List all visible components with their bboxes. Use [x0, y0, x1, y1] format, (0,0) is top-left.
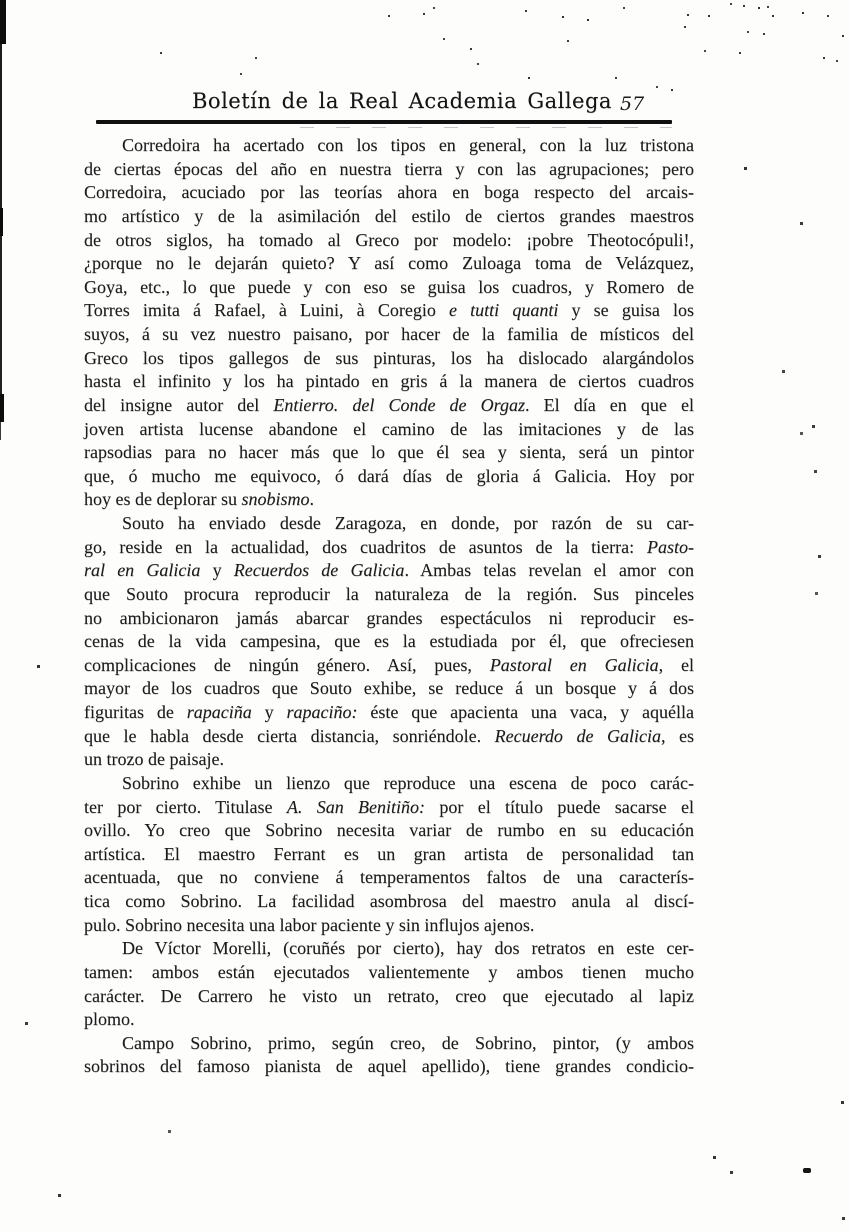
- paragraph: [84, 1032, 694, 1079]
- text-segment: hasta el infinito y los ha pintado en gris á la manera de ciertos cuadros: [84, 371, 694, 392]
- text-segment: Torres imita á Rafael, à Luini, à Coregio: [84, 300, 449, 321]
- text-segment: Corredoira ha acertado con los tipos en general, con la luz tristona: [122, 135, 694, 155]
- text-line: [84, 914, 694, 938]
- text-segment: mayor de los cuadros que Souto exhibe, se reduce á un bosque y á dos: [84, 678, 694, 699]
- text-segment: y se guisa los: [558, 300, 695, 321]
- text-line: [84, 347, 694, 371]
- text-segment: acentuada, que no conviene á temperamentos faltos de una caracterís-: [84, 867, 694, 888]
- italic-text: Pastoral en Galicia: [489, 654, 659, 675]
- text-segment: carácter. De Carrero he visto un retrato, creo que ejecutado al lapiz: [84, 985, 694, 1006]
- text-line: [84, 229, 694, 253]
- text-segment: sobrinos del famoso pianista de aquel apellido), tiene grandes condicio-: [84, 1056, 694, 1077]
- text-segment: pulo. Sobrino necesita una labor paciente y sin influjos ajenos.: [84, 914, 535, 935]
- paragraph: [84, 512, 694, 772]
- text-segment: por el título puede sacarse el: [425, 796, 695, 817]
- text-segment: de ciertas épocas del año en nuestra tierra y con las agrupaciones; pero: [84, 158, 694, 179]
- text-line: [84, 559, 694, 583]
- text-line: [84, 843, 694, 867]
- header-rule-ghost: [300, 127, 672, 128]
- text-line: [84, 701, 694, 725]
- text-line: [84, 488, 694, 512]
- text-line: [84, 418, 694, 442]
- italic-text: Recuerdo de Galicia: [494, 725, 661, 746]
- text-segment: Souto ha enviado desde Zaragoza, en donde, por razón de su car-: [122, 513, 694, 533]
- ink-blot: [803, 1168, 811, 1173]
- text-line: [84, 134, 694, 158]
- text-line: [84, 1032, 694, 1056]
- text-segment: ovillo. Yo creo que Sobrino necesita variar de rumbo en su educación: [84, 820, 694, 841]
- paragraph: [84, 772, 694, 937]
- text-line: [84, 1008, 694, 1032]
- text-segment: un trozo de paisaje.: [84, 749, 224, 770]
- text-line: [84, 583, 694, 607]
- text-segment: que le habla desde cierta distancia, sonriéndole.: [84, 725, 495, 746]
- italic-text: rapaciño:: [286, 702, 358, 722]
- text-line: [84, 866, 694, 890]
- scan-edge-artifact: [0, 394, 4, 422]
- text-line: [84, 677, 694, 701]
- text-segment: .: [309, 489, 314, 510]
- text-segment: artística. El maestro Ferrant es un gran artista de personalidad tan: [84, 843, 694, 864]
- text-line: [84, 748, 694, 772]
- text-segment: y: [251, 702, 287, 722]
- scan-edge-artifact: [0, 236, 2, 394]
- text-segment: figuritas de: [84, 702, 187, 722]
- text-segment: complicaciones de ningún género. Así, pues,: [84, 654, 490, 675]
- scan-edge-artifact: [0, 0, 6, 44]
- text-line: [84, 630, 694, 654]
- italic-text: ral en Galicia: [84, 560, 201, 581]
- text-line: [84, 890, 694, 914]
- italic-text: rapaciña: [186, 702, 252, 722]
- text-segment: del insigne autor del: [84, 394, 274, 415]
- text-segment: éste que apacienta una vaca, y aquélla: [357, 702, 694, 722]
- text-line: [84, 252, 694, 276]
- text-block: [84, 134, 694, 1079]
- text-segment: y: [200, 560, 234, 581]
- scan-noise-specks: [0, 0, 3, 3]
- text-line: [84, 819, 694, 843]
- text-line: [84, 158, 694, 182]
- text-segment: de otros siglos, ha tomado al Greco por modelo: ¡pobre Theotocópuli!,: [84, 229, 694, 250]
- scan-edge-artifact: [0, 208, 3, 236]
- text-segment: Sobrino exhibe un lienzo que reproduce una escena de poco carác-: [122, 772, 694, 793]
- text-line: [84, 1055, 694, 1079]
- scan-edge-artifact: [0, 44, 2, 210]
- text-line: [84, 323, 694, 347]
- text-segment: joven artista lucense abandone el camino de las imitaciones y de las: [84, 418, 694, 439]
- text-line: [84, 985, 694, 1009]
- text-line: [84, 536, 694, 560]
- text-segment: Goya, etc., lo que puede y con eso se guisa los cuadros, y Romero de: [84, 276, 694, 297]
- italic-text: Entierro. del Conde de Orgaz: [273, 394, 525, 415]
- text-line: [84, 465, 694, 489]
- journal-title: Boletín de la Real Academia Gallega: [192, 89, 612, 113]
- text-segment: ter por cierto. Titulase: [84, 796, 287, 817]
- italic-text: snobismo: [241, 489, 310, 510]
- text-line: [84, 441, 694, 465]
- text-segment: mo artístico y de la asimilación del estilo de ciertos grandes maestros: [84, 205, 694, 226]
- text-segment: hoy es de deplorar su: [84, 489, 242, 510]
- text-segment: cenas de la vida campesina, que es la estudiada por él, que ofreciesen: [84, 631, 694, 652]
- text-line: [84, 796, 694, 820]
- text-segment: ¿porque no le dejarán quieto? Y así como Zuloaga toma de Velázquez,: [84, 253, 694, 274]
- text-segment: que, ó mucho me equivoco, ó dará días de gloria á Galicia. Hoy por: [84, 465, 694, 486]
- text-line: [84, 181, 694, 205]
- scan-edge-artifact: [0, 422, 1, 440]
- text-segment: , es: [660, 725, 694, 746]
- text-segment: tica como Sobrino. La facilidad asombrosa del maestro anula al discí-: [84, 891, 694, 911]
- text-segment: Campo Sobrino, primo, según creo, de Sobrino, pintor, (y ambos: [122, 1032, 694, 1053]
- text-line: [84, 961, 694, 985]
- text-segment: que Souto procura reproducir la naturaleza de la región. Sus pinceles: [84, 583, 694, 604]
- italic-text: Recuerdos de Galicia: [233, 560, 405, 581]
- text-line: [84, 512, 694, 536]
- italic-text: Pasto-: [647, 536, 694, 557]
- paragraph: [84, 134, 694, 512]
- italic-text: e tutti quanti: [449, 300, 559, 321]
- text-line: [84, 772, 694, 796]
- text-line: [84, 276, 694, 300]
- text-segment: , el: [658, 654, 694, 675]
- text-segment: plomo.: [84, 1009, 135, 1030]
- text-segment: tamen: ambos están ejecutados valientemente y ambos tienen mucho: [84, 961, 694, 982]
- text-segment: go, reside en la actualidad, dos cuadritos de asuntos de la tierra:: [84, 536, 647, 557]
- text-segment: . El día en que el: [524, 394, 694, 415]
- text-line: [84, 937, 694, 961]
- text-segment: suyos, á su vez nuestro paisano, por hacer de la familia de místicos del: [84, 324, 694, 344]
- text-line: [84, 299, 694, 323]
- text-segment: Greco los tipos gallegos de sus pinturas, los ha dislocado alargándolos: [84, 347, 694, 368]
- paragraph: [84, 937, 694, 1032]
- header-rule: [96, 120, 672, 124]
- italic-text: A. San Benitiño:: [286, 796, 426, 817]
- text-line: [84, 394, 694, 418]
- text-line: [84, 654, 694, 678]
- page-number: 57: [620, 93, 645, 115]
- text-segment: Corredoira, acuciado por las teorías ahora en boga respecto del arcais-: [84, 182, 694, 203]
- text-segment: . Ambas telas revelan el amor con: [404, 560, 694, 581]
- text-segment: no ambicionaron jamás abarcar grandes espectáculos ni reproducir es-: [84, 607, 694, 628]
- text-segment: rapsodias para no hacer más que lo que él sea y sienta, será un pintor: [84, 442, 694, 463]
- text-line: [84, 607, 694, 631]
- text-line: [84, 370, 694, 394]
- text-line: [84, 205, 694, 229]
- text-segment: De Víctor Morelli, (coruñés por cierto), hay dos retratos en este cer-: [122, 938, 694, 959]
- text-line: [84, 725, 694, 749]
